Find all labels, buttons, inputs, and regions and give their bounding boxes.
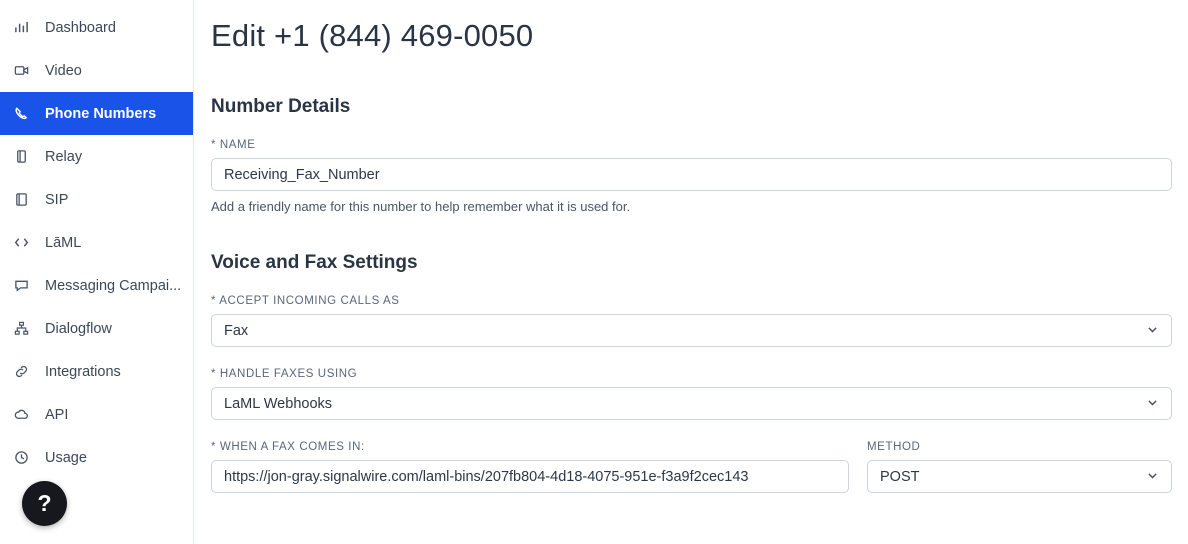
cloud-icon [14, 407, 36, 422]
sidebar-item-dashboard[interactable] [0, 6, 193, 49]
phone-icon [14, 106, 36, 121]
sip-icon [14, 192, 36, 207]
handle-faxes-value: LaML Webhooks [224, 395, 333, 412]
chevron-down-icon [1146, 323, 1159, 339]
method-select[interactable] [867, 460, 1172, 493]
sidebar-item-dialogflow[interactable] [0, 307, 193, 350]
chevron-down-icon [1146, 396, 1159, 412]
main-content [194, 0, 1188, 544]
sidebar-item-phone-numbers[interactable] [0, 92, 193, 135]
field-method [867, 441, 1172, 493]
sidebar-item-video[interactable] [0, 49, 193, 92]
section-title-voice-fax: Voice and Fax Settings [211, 252, 418, 273]
name-label: * NAME [211, 139, 256, 151]
question-mark-icon: ? [37, 490, 52, 516]
sidebar-item-label: Dialogflow [45, 320, 112, 337]
accept-incoming-calls-value: Fax [224, 322, 249, 339]
clock-icon [14, 450, 36, 465]
sidebar [0, 0, 194, 544]
help-button[interactable] [22, 481, 67, 526]
sidebar-item-label: Dashboard [45, 19, 116, 36]
server-icon [14, 149, 36, 164]
sidebar-item-label: Video [45, 62, 82, 79]
section-title-number-details: Number Details [211, 96, 351, 117]
when-fax-comes-in-label: * WHEN A FAX COMES IN: [211, 441, 365, 453]
accept-incoming-calls-label: * ACCEPT INCOMING CALLS AS [211, 295, 400, 307]
when-fax-comes-in-input[interactable]: https://jon-gray.signalwire.com/laml-bins/207fb804-4d18-4075-951e-f3a9f2cec143 [211, 460, 849, 493]
sidebar-item-label: Usage [45, 449, 87, 466]
sidebar-item-label: LāML [45, 234, 82, 251]
sidebar-item-label: SIP [45, 191, 69, 208]
page-title: Edit +1 (844) 469-0050 [211, 18, 534, 53]
chat-icon [14, 278, 36, 293]
sidebar-item-label: Phone Numbers [45, 105, 157, 122]
sidebar-item-api[interactable] [0, 393, 193, 436]
sidebar-item-integrations[interactable] [0, 350, 193, 393]
sidebar-item-messaging-campaigns[interactable] [0, 264, 193, 307]
field-accept-incoming-calls-as [211, 295, 1172, 347]
sidebar-item-relay[interactable] [0, 135, 193, 178]
sidebar-item-laml[interactable] [0, 221, 193, 264]
sidebar-item-label: API [45, 406, 69, 423]
video-camera-icon [14, 63, 36, 78]
name-help-text: Add a friendly name for this number to help remember what it is used for. [211, 199, 631, 214]
field-name [211, 139, 1172, 214]
link-icon [14, 364, 36, 379]
sidebar-item-label: Messaging Campai... [45, 277, 182, 294]
name-input[interactable]: Receiving_Fax_Number [211, 158, 1172, 191]
method-label: METHOD [867, 441, 921, 453]
method-value: POST [880, 468, 920, 485]
sidebar-item-usage[interactable] [0, 436, 193, 479]
sitemap-icon [14, 321, 36, 336]
handle-faxes-select[interactable] [211, 387, 1172, 420]
accept-incoming-calls-select[interactable] [211, 314, 1172, 347]
sidebar-item-label: Relay [45, 148, 83, 165]
field-when-fax-comes-in [211, 441, 849, 493]
handle-faxes-label: * HANDLE FAXES USING [211, 368, 358, 380]
chart-bar-icon [14, 20, 36, 35]
sidebar-item-label: Integrations [45, 363, 121, 380]
fax-webhook-row [211, 441, 1172, 493]
sidebar-item-sip[interactable] [0, 178, 193, 221]
field-handle-faxes-using [211, 368, 1172, 420]
code-icon [14, 235, 36, 250]
chevron-down-icon [1146, 469, 1159, 485]
